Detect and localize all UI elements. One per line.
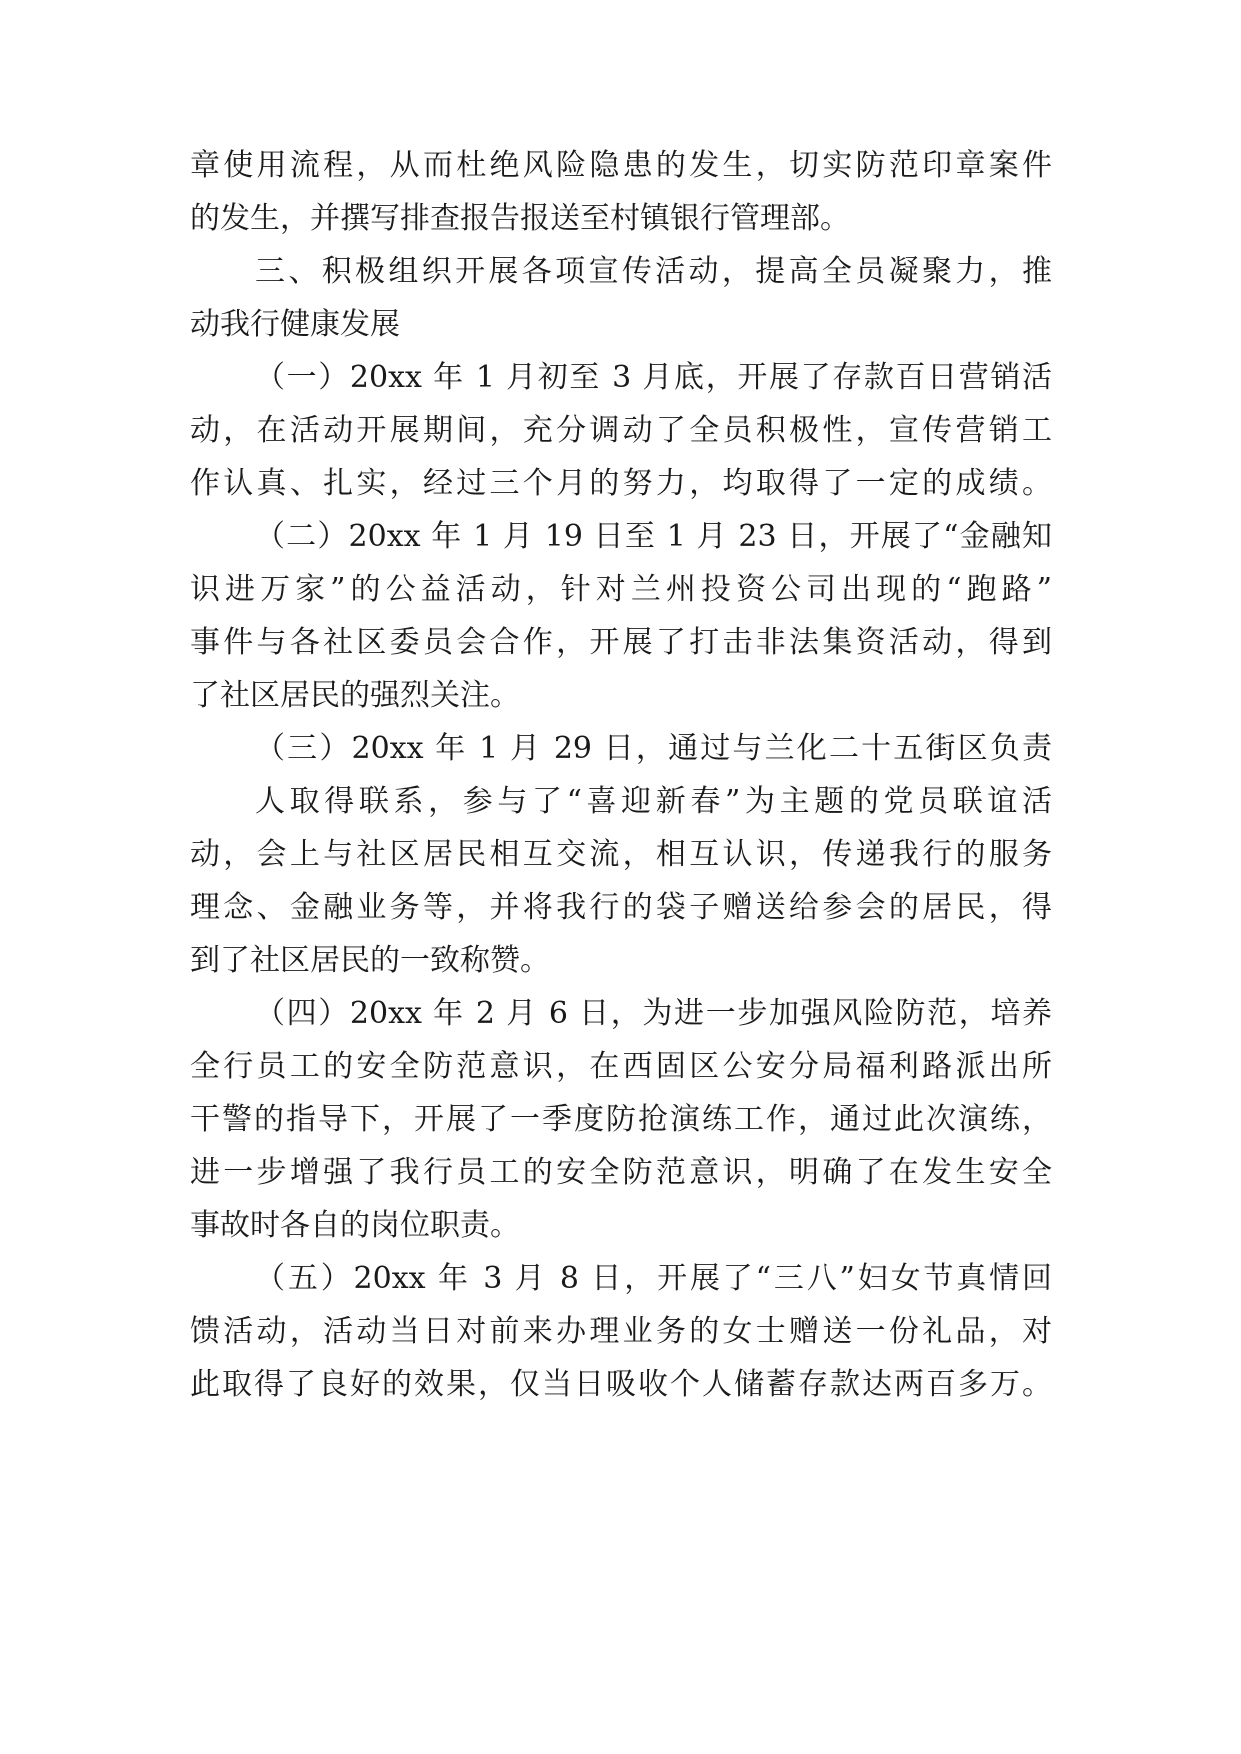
text-line: 作认真、扎实，经过三个月的努力，均取得了一定的成绩。	[190, 466, 1052, 501]
text-line: 事故时各自的岗位职责。	[190, 1208, 520, 1243]
text-line: （三）20xx 年 1 月 29 日，通过与兰化二十五街区负责	[255, 731, 1052, 766]
text-line: 了社区居民的强烈关注。	[190, 678, 520, 713]
text-line: 动，在活动开展期间，充分调动了全员积极性，宣传营销工	[190, 413, 1052, 448]
text-line: （四）20xx 年 2 月 6 日，为进一步加强风险防范，培养	[255, 996, 1052, 1031]
text-line: 人取得联系，参与了“喜迎新春”为主题的党员联谊活	[255, 784, 1052, 819]
text-line: 馈活动，活动当日对前来办理业务的女士赠送一份礼品，对	[190, 1314, 1052, 1349]
text-line: 干警的指导下，开展了一季度防抢演练工作，通过此次演练，	[190, 1102, 1052, 1137]
text-line: 此取得了良好的效果，仅当日吸收个人储蓄存款达两百多万。	[190, 1367, 1052, 1402]
text-line: （五）20xx 年 3 月 8 日，开展了“三八”妇女节真情回	[255, 1261, 1052, 1296]
text-line: 事件与各社区委员会合作，开展了打击非法集资活动，得到	[190, 625, 1052, 660]
text-line: 理念、金融业务等，并将我行的袋子赠送给参会的居民，得	[190, 890, 1052, 925]
text-line: 识进万家”的公益活动，针对兰州投资公司出现的“跑路”	[190, 572, 1052, 607]
text-line: 进一步增强了我行员工的安全防范意识，明确了在发生安全	[190, 1155, 1052, 1190]
text-line: 动，会上与社区居民相互交流，相互认识，传递我行的服务	[190, 837, 1052, 872]
text-line: 的发生，并撰写排查报告报送至村镇银行管理部。	[190, 201, 850, 236]
section-heading: 三、积极组织开展各项宣传活动，提高全员凝聚力，推	[255, 254, 1052, 289]
text-line: 章使用流程，从而杜绝风险隐患的发生，切实防范印章案件	[190, 148, 1052, 183]
section-heading: 动我行健康发展	[190, 307, 400, 342]
text-line: 到了社区居民的一致称赞。	[190, 943, 550, 978]
text-line: 全行员工的安全防范意识，在西固区公安分局福利路派出所	[190, 1049, 1052, 1084]
text-line: （二）20xx 年 1 月 19 日至 1 月 23 日，开展了“金融知	[255, 519, 1052, 554]
text-line: （一）20xx 年 1 月初至 3 月底，开展了存款百日营销活	[255, 360, 1052, 395]
